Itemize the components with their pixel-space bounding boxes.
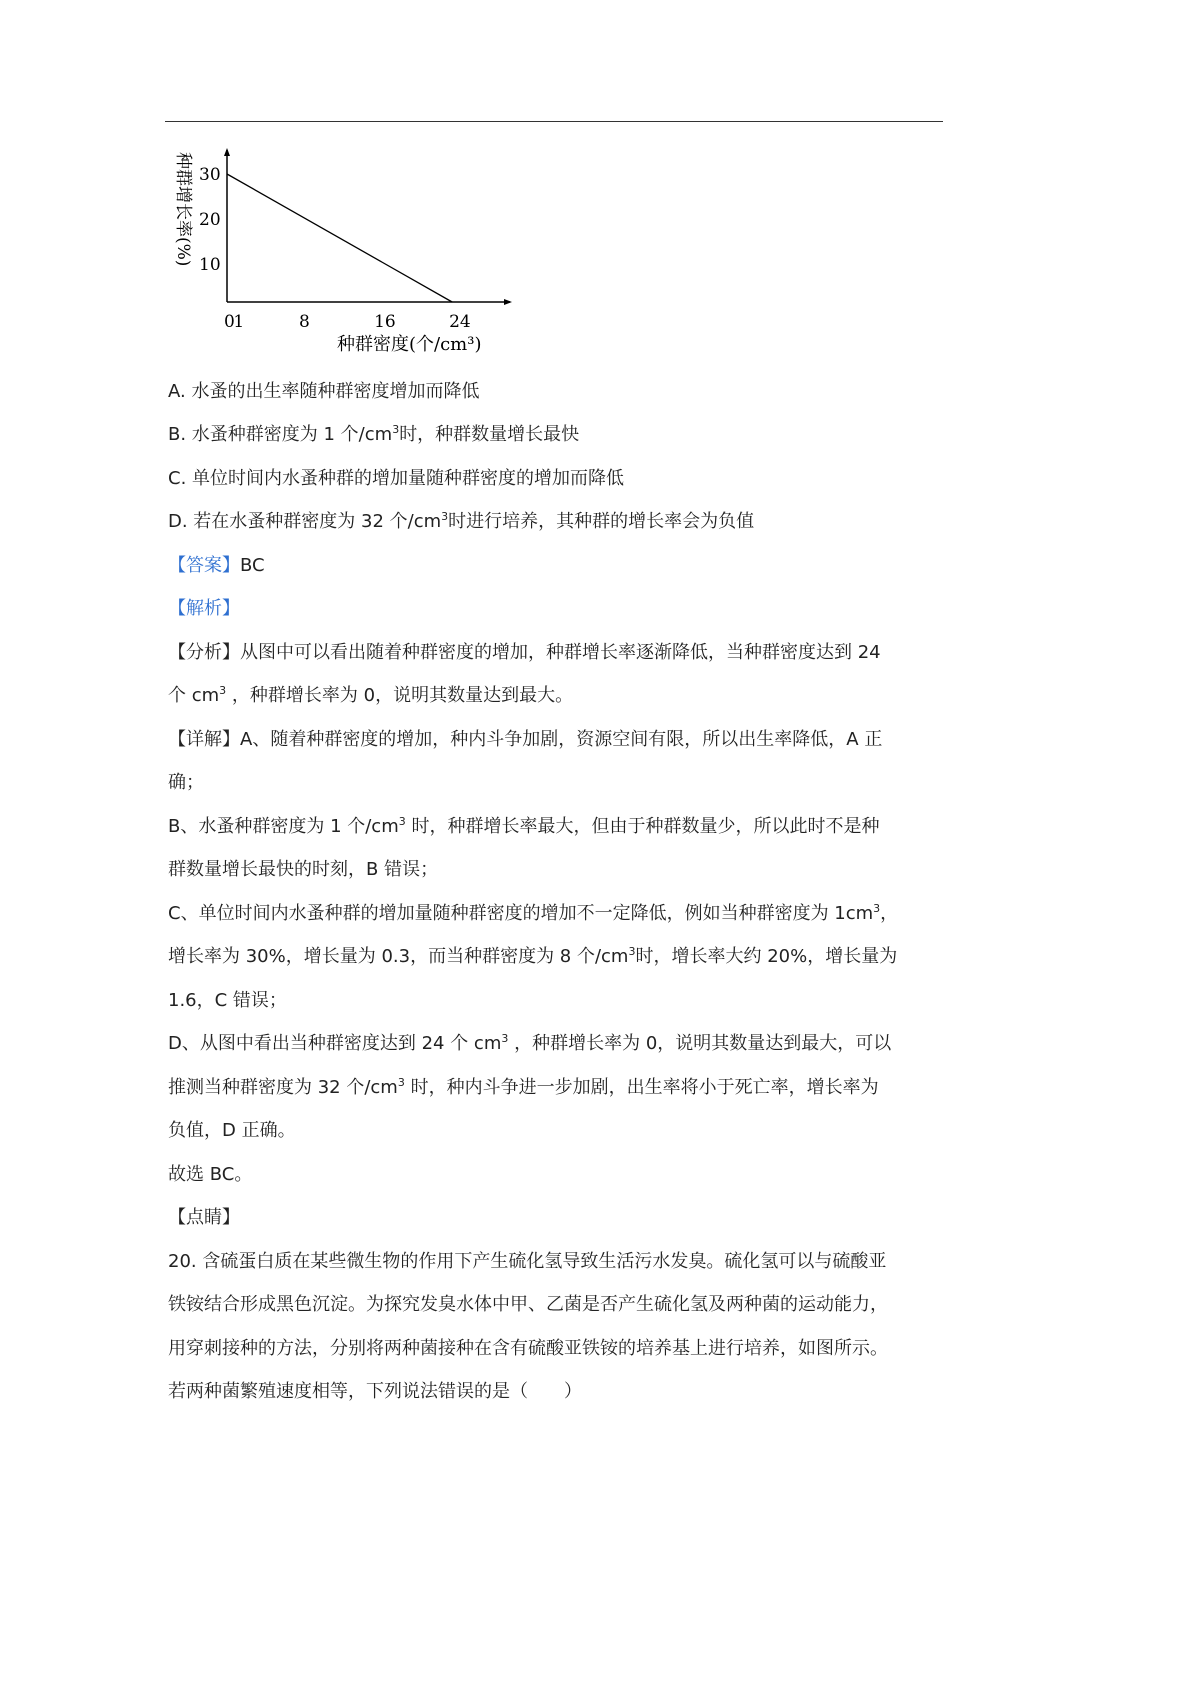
x-tick-label: 1 (233, 312, 245, 332)
t: ，种群增长率为 0，说明其数量达到最大。 (231, 685, 574, 706)
text-line (168, 1029, 891, 1055)
x-axis-arrow (504, 299, 512, 305)
sup: 3 (873, 902, 881, 915)
x-tick-label: 8 (299, 312, 310, 332)
question-line: 用穿刺接种的方法，分别将两种菌接种在含有硫酸亚铁铵的培养基上进行培养，如图所示。 (168, 1338, 888, 1359)
text-line: 故选 BC。 (168, 1164, 253, 1185)
answer (168, 551, 265, 577)
text-line: 群数量增长最快的时刻，B 错误； (168, 859, 439, 880)
y-tick-label: 20 (199, 210, 221, 230)
text-line (168, 812, 879, 838)
text-line (168, 942, 897, 968)
y-tick-label: 30 (199, 165, 221, 185)
option-b-text2: 时，种群数量增长最快 (399, 424, 580, 445)
t: 时，增长率大约 20%，增长量为 (635, 946, 898, 967)
text-line: 【详解】A、随着种群密度的增加，种内斗争加剧，资源空间有限，所以出生率降低，A 正 (168, 729, 883, 750)
t: 个 cm (168, 685, 220, 706)
y-tick-label: 10 (199, 255, 221, 275)
x-tick-label: 0 (224, 312, 235, 332)
question-line: 铁铵结合形成黑色沉淀。为探究发臭水体中甲、乙菌是否产生硫化氢及两种菌的运动能力， (168, 1294, 888, 1315)
sup: 3 (392, 423, 400, 436)
text-line: 确； (168, 772, 204, 793)
option-d-text: D. 若在水蚤种群密度为 32 个/cm (168, 511, 442, 532)
sup: 3 (397, 1076, 405, 1089)
text-line: 负值，D 正确。 (168, 1120, 296, 1141)
option-b-text: B. 水蚤种群密度为 1 个/cm (168, 424, 393, 445)
sup: 3 (219, 684, 227, 697)
t: 时，种内斗争进一步加剧，出生率将小于死亡率，增长率为 (404, 1077, 879, 1098)
option-d (168, 507, 754, 533)
y-axis-label: 种群增长率(%) (173, 152, 193, 267)
x-tick-label: 24 (449, 312, 471, 332)
t: 增长率为 30%，增长量为 0.3，而当种群密度为 8 个/cm (168, 946, 629, 967)
sup: 3 (628, 945, 636, 958)
growth-rate-chart (165, 140, 525, 360)
text-line (168, 899, 898, 925)
option-d-text2: 时进行培养，其种群的增长率会为负值 (448, 511, 755, 532)
question-line: 若两种菌繁殖速度相等，下列说法错误的是（ ） (168, 1381, 582, 1402)
t: ， (880, 903, 899, 924)
option-b (168, 420, 579, 446)
y-axis-arrow (224, 148, 230, 156)
x-axis-label: 种群密度(个/cm³) (337, 334, 482, 355)
text-line: 【点睛】 (168, 1207, 240, 1228)
answer-value: BC (240, 555, 265, 576)
answer-tag: 【答案】 (168, 555, 240, 576)
option-c: C. 单位时间内水蚤种群的增加量随种群密度的增加而降低 (168, 468, 625, 489)
question-line: 20. 含硫蛋白质在某些微生物的作用下产生硫化氢导致生活污水发臭。硫化氢可以与硫酸亚 (168, 1251, 887, 1272)
analysis-tag: 【解析】 (168, 598, 240, 619)
sup: 3 (501, 1032, 509, 1045)
t: B、水蚤种群密度为 1 个/cm (168, 816, 399, 837)
text-line: 1.6，C 错误； (168, 990, 287, 1011)
x-tick-label: 16 (374, 312, 396, 332)
t: D、从图中看出当种群密度达到 24 个 cm (168, 1033, 502, 1054)
text-line: 【分析】从图中可以看出随着种群密度的增加，种群增长率逐渐降低，当种群密度达到 24 (168, 642, 881, 663)
t: ，种群增长率为 0，说明其数量达到最大，可以 (514, 1033, 892, 1054)
series-line (227, 174, 452, 302)
option-a: A. 水蚤的出生率随种群密度增加而降低 (168, 381, 480, 402)
t: 时，种群增长率最大，但由于种群数量少，所以此时不是种 (405, 816, 880, 837)
t: 推测当种群密度为 32 个/cm (168, 1077, 398, 1098)
text-line (168, 681, 573, 707)
text-line (168, 1073, 879, 1099)
header-rule (165, 121, 943, 122)
t: C、单位时间内水蚤种群的增加量随种群密度的增加不一定降低，例如当种群密度为 1cm (168, 903, 874, 924)
sup: 3 (398, 815, 406, 828)
sup: 3 (441, 510, 449, 523)
